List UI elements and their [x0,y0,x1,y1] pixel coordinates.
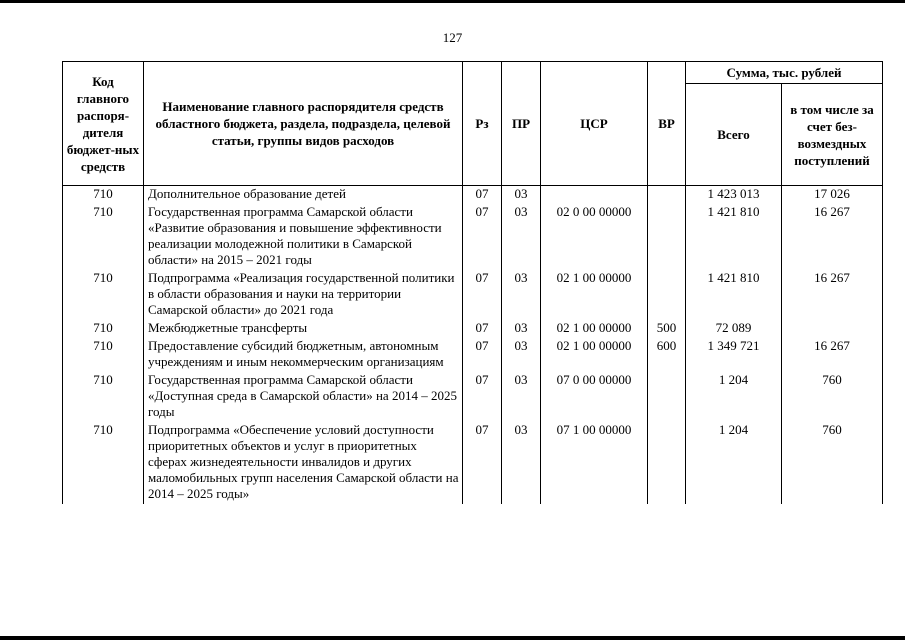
cell-rz: 07 [463,422,502,504]
cell-code: 710 [63,204,144,270]
cell-code: 710 [63,372,144,422]
cell-csr: 02 1 00 00000 [541,338,648,372]
cell-rz: 07 [463,270,502,320]
cell-rz: 07 [463,338,502,372]
table-row [63,270,883,320]
cell-gratuitous: 760 [782,422,883,504]
cell-total: 1 204 [686,422,782,504]
cell-rz: 07 [463,320,502,338]
header-rz: Рз [463,62,502,186]
cell-name: Межбюджетные трансферты [144,320,463,338]
cell-gratuitous: 16 267 [782,270,883,320]
cell-total: 1 421 810 [686,270,782,320]
header-vr: ВР [648,62,686,186]
header-csr: ЦСР [541,62,648,186]
table-row [63,338,883,372]
cell-pr: 03 [502,422,541,504]
cell-gratuitous: 16 267 [782,338,883,372]
cell-gratuitous [782,320,883,338]
cell-csr: 02 1 00 00000 [541,270,648,320]
header-total: Всего [686,84,782,186]
cell-csr [541,186,648,205]
cell-name: Предоставление субсидий бюджетным, автономным учреждениям и иным некоммерческим организациям [144,338,463,372]
cell-vr [648,204,686,270]
cell-rz: 07 [463,372,502,422]
cell-csr: 02 0 00 00000 [541,204,648,270]
top-border [0,0,905,3]
cell-vr [648,270,686,320]
cell-total: 1 204 [686,372,782,422]
cell-name: Дополнительное образование детей [144,186,463,205]
cell-pr: 03 [502,320,541,338]
cell-rz: 07 [463,204,502,270]
cell-rz: 07 [463,186,502,205]
table-row [63,204,883,270]
header-pr: ПР [502,62,541,186]
cell-csr: 07 0 00 00000 [541,372,648,422]
cell-pr: 03 [502,186,541,205]
cell-pr: 03 [502,270,541,320]
table-row [63,320,883,338]
cell-name: Государственная программа Самарской области «Доступная среда в Самарской области» на 2014 – 2025 годы [144,372,463,422]
cell-gratuitous: 760 [782,372,883,422]
cell-total: 1 349 721 [686,338,782,372]
header-gratuitous: в том числе за счет без-возмездных поступлений [782,84,883,186]
budget-table [62,61,883,504]
cell-code: 710 [63,320,144,338]
cell-vr [648,372,686,422]
header-code: Код главного распоря-дителя бюджет-ных средств [63,62,144,186]
cell-pr: 03 [502,204,541,270]
cell-csr: 07 1 00 00000 [541,422,648,504]
cell-gratuitous: 17 026 [782,186,883,205]
cell-code: 710 [63,186,144,205]
cell-name: Подпрограмма «Реализация государственной политики в области образования и науки на территории Самарской области» до 2021 года [144,270,463,320]
bottom-border [0,636,905,640]
table-row [63,186,883,205]
cell-vr [648,186,686,205]
cell-name: Государственная программа Самарской области «Развитие образования и повышение эффективности реализации молодежной политики в Самарской области» на 2015 – 2021 годы [144,204,463,270]
cell-vr: 600 [648,338,686,372]
header-name: Наименование главного распорядителя средств областного бюджета, раздела, подраздела, целевой статьи, группы видов расходов [144,62,463,186]
cell-gratuitous: 16 267 [782,204,883,270]
cell-csr: 02 1 00 00000 [541,320,648,338]
cell-code: 710 [63,338,144,372]
budget-table-container [62,61,882,504]
cell-total: 72 089 [686,320,782,338]
cell-code: 710 [63,422,144,504]
cell-pr: 03 [502,338,541,372]
table-row [63,372,883,422]
table-row [63,422,883,504]
cell-pr: 03 [502,372,541,422]
cell-code: 710 [63,270,144,320]
cell-name: Подпрограмма «Обеспечение условий доступности приоритетных объектов и услуг в приоритетных сферах жизнедеятельности инвалидов и других маломобильных групп населения Самарской области на 2014 – 2025 годы» [144,422,463,504]
header-sum-group: Сумма, тыс. рублей [686,62,883,84]
cell-vr [648,422,686,504]
page-number: 127 [442,30,463,45]
cell-total: 1 423 013 [686,186,782,205]
cell-total: 1 421 810 [686,204,782,270]
cell-vr: 500 [648,320,686,338]
